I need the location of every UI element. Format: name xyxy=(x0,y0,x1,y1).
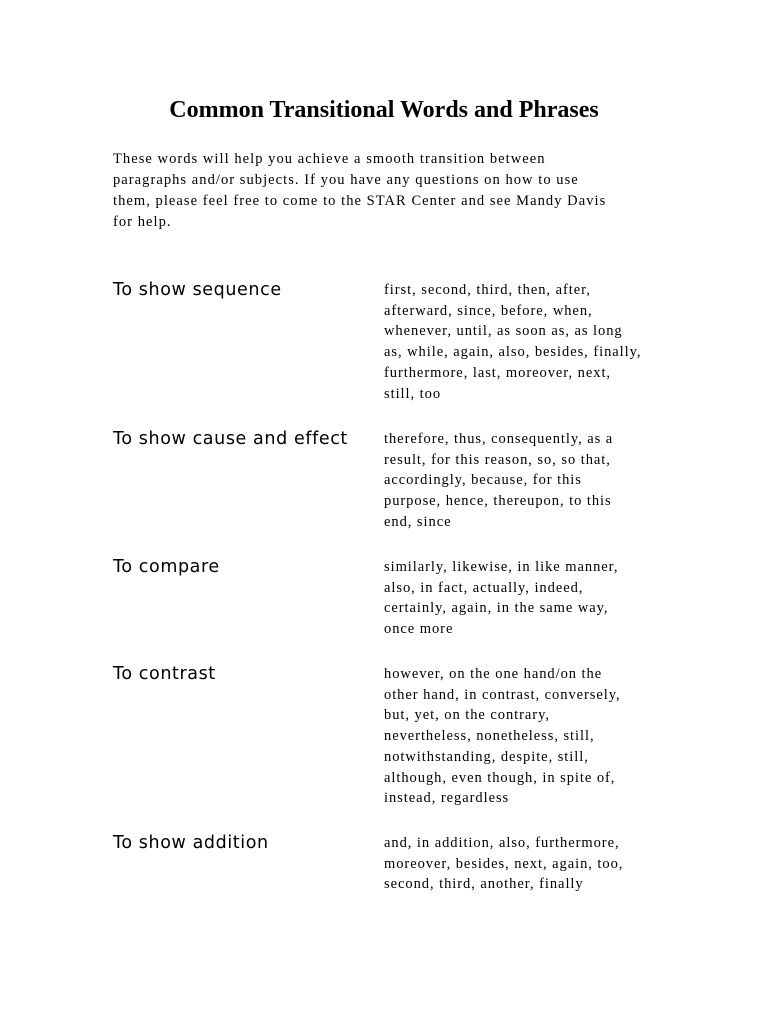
section-words xyxy=(384,429,684,533)
section-heading: To show cause and effect xyxy=(113,429,348,449)
section-heading: To show addition xyxy=(113,833,269,853)
intro-line: These words will help you achieve a smooth transition between xyxy=(113,151,546,167)
intro-line: for help. xyxy=(113,214,172,230)
section-words xyxy=(384,833,684,895)
word-line: as, while, again, also, besides, finally, xyxy=(384,344,642,361)
word-line: furthermore, last, moreover, next, xyxy=(384,364,611,381)
word-line: still, too xyxy=(384,385,442,402)
page-title: Common Transitional Words and Phrases xyxy=(169,97,599,123)
word-line: afterward, since, before, when, xyxy=(384,302,593,319)
word-line: instead, regardless xyxy=(384,790,510,807)
word-line: second, third, another, finally xyxy=(384,876,584,893)
word-line: also, in fact, actually, indeed, xyxy=(384,579,584,596)
word-line: whenever, until, as soon as, as long xyxy=(384,323,623,340)
word-line: however, on the one hand/on the xyxy=(384,666,603,682)
word-line: end, since xyxy=(384,513,452,530)
word-line: result, for this reason, so, so that, xyxy=(384,451,611,468)
word-line: other hand, in contrast, conversely, xyxy=(384,686,621,703)
intro-paragraph xyxy=(113,149,633,233)
word-line: and, in addition, also, furthermore, xyxy=(384,835,620,851)
section-heading: To contrast xyxy=(113,664,216,684)
word-line: once more xyxy=(384,621,454,638)
word-line: purpose, hence, thereupon, to this xyxy=(384,493,612,510)
word-line: nevertheless, nonetheless, still, xyxy=(384,728,595,745)
word-line: but, yet, on the contrary, xyxy=(384,707,550,724)
section-words xyxy=(384,557,684,640)
word-line: notwithstanding, despite, still, xyxy=(384,748,589,765)
section-words xyxy=(384,664,684,809)
section-heading: To show sequence xyxy=(113,280,282,300)
word-line: first, second, third, then, after, xyxy=(384,282,591,298)
section-heading: To compare xyxy=(113,557,220,577)
word-line: although, even though, in spite of, xyxy=(384,769,616,786)
section-words xyxy=(384,280,684,404)
word-line: similarly, likewise, in like manner, xyxy=(384,559,619,575)
intro-line: them, please feel free to come to the STAR Center and see Mandy Davis xyxy=(113,193,607,209)
word-line: accordingly, because, for this xyxy=(384,472,582,489)
intro-line: paragraphs and/or subjects. If you have any questions on how to use xyxy=(113,172,579,188)
word-line: certainly, again, in the same way, xyxy=(384,600,609,617)
word-line: moreover, besides, next, again, too, xyxy=(384,855,624,872)
word-line: therefore, thus, consequently, as a xyxy=(384,431,614,447)
